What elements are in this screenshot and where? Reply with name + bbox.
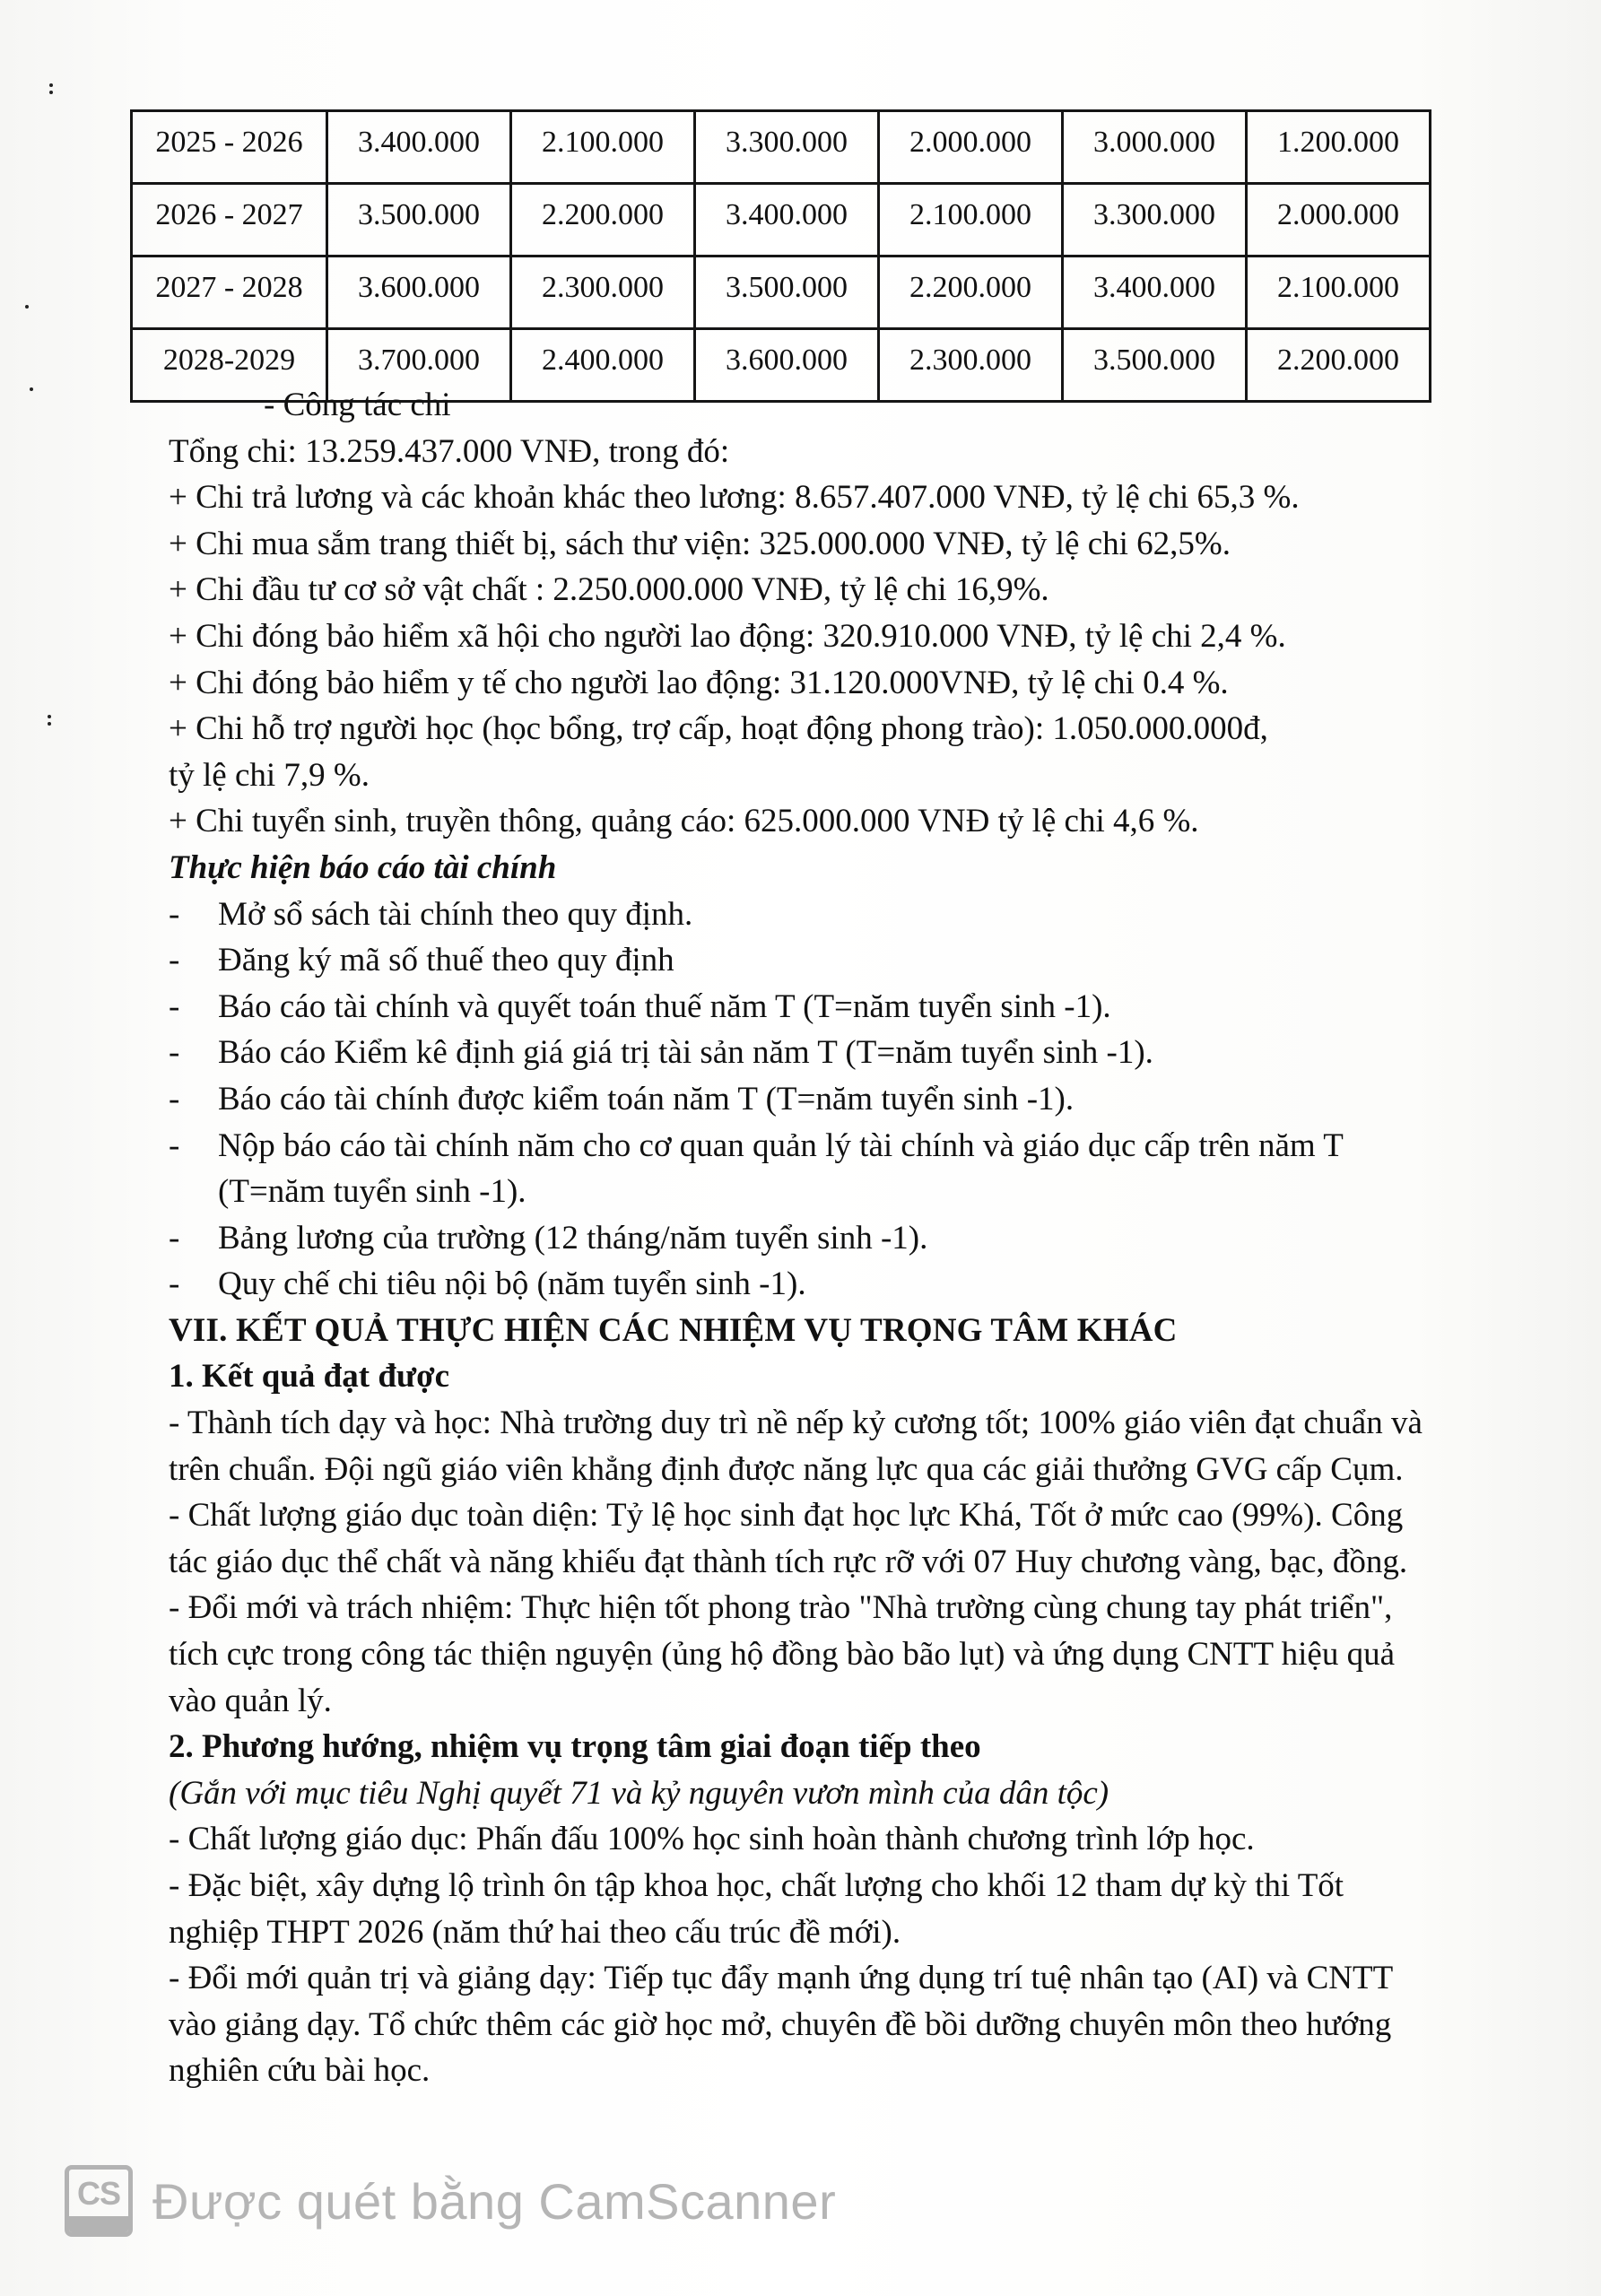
table-row	[132, 184, 1431, 257]
dash-marker: -	[169, 1034, 180, 1072]
spending-heading: - Công tác chi	[264, 387, 451, 423]
list-item-text: Nộp báo cáo tài chính năm cho cơ quan quản lý tài chính và giáo dục cấp trên năm T (T=năm tuyển sinh -1).	[218, 1126, 1344, 1211]
spending-item: + Chi đóng bảo hiểm xã hội cho người lao động: 320.910.000 VNĐ, tỷ lệ chi 2,4 %.	[169, 617, 1286, 655]
scan-speck	[49, 91, 53, 94]
tuition-fee-table	[130, 109, 1431, 403]
dash-marker: -	[169, 895, 180, 933]
section-title: VII. KẾT QUẢ THỰC HIỆN CÁC NHIỆM VỤ TRỌNG TÂM KHÁC	[169, 1311, 1178, 1349]
watermark-text: Được quét bằng CamScanner	[152, 2172, 837, 2230]
year-cell: 2028-2029	[132, 329, 327, 402]
fee-cell: 3.300.000	[1063, 184, 1247, 257]
year-cell: 2027 - 2028	[132, 257, 327, 329]
list-item-text: Đăng ký mã số thuế theo quy định	[218, 942, 674, 979]
fee-cell: 3.300.000	[695, 111, 879, 184]
list-item	[169, 1030, 1442, 1076]
fee-cell: 3.700.000	[327, 329, 511, 402]
paragraph: - Đổi mới và trách nhiệm: Thực hiện tốt phong trào "Nhà trường cùng chung tay phát triển", tích cực trong công tác thiện nguyện (ủng hộ đồng bào bão lụt) và ứng dụng CNTT hiệu quả vào quản lý.	[169, 1589, 1396, 1719]
scan-speck	[48, 722, 51, 726]
list-item-text: Báo cáo tài chính và quyết toán thuế năm T (T=năm tuyển sinh -1).	[218, 987, 1111, 1025]
list-item-text: Báo cáo Kiểm kê định giá giá trị tài sản năm T (T=năm tuyển sinh -1).	[218, 1034, 1153, 1072]
year-cell: 2026 - 2027	[132, 184, 327, 257]
fee-cell: 2.100.000	[1247, 257, 1431, 329]
list-item	[169, 984, 1442, 1031]
fee-cell: 2.000.000	[1247, 184, 1431, 257]
table-row	[132, 111, 1431, 184]
fee-cell: 3.400.000	[1063, 257, 1247, 329]
spending-item: + Chi trả lương và các khoản khác theo lương: 8.657.407.000 VNĐ, tỷ lệ chi 65,3 %.	[169, 479, 1300, 517]
paragraph: - Đặc biệt, xây dựng lộ trình ôn tập khoa học, chất lượng cho khối 12 tham dự kỳ thi Tốt nghiệp THPT 2026 (năm thứ hai theo cấu trúc đề mới).	[169, 1867, 1344, 1951]
spending-item: + Chi đóng bảo hiểm y tế cho người lao động: 31.120.000VNĐ, tỷ lệ chi 0.4 %.	[169, 664, 1229, 701]
spending-item-support: + Chi hỗ trợ người học (học bổng, trợ cấp, hoạt động phong trào): 1.050.000.000đ,	[169, 710, 1268, 748]
fee-cell: 3.600.000	[695, 329, 879, 402]
fee-cell: 2.200.000	[511, 184, 695, 257]
list-item-text: Quy chế chi tiêu nội bộ (năm tuyển sinh -1).	[218, 1265, 806, 1303]
dash-marker: -	[169, 1219, 180, 1257]
paragraph: - Thành tích dạy và học: Nhà trường duy trì nề nếp kỷ cương tốt; 100% giáo viên đạt chuẩn và trên chuẩn. Đội ngũ giáo viên khẳng định được năng lực qua các giải thưởng GVG cấp Cụm.	[169, 1405, 1423, 1488]
scan-speck	[30, 387, 33, 391]
list-item-text: Bảng lương của trường (12 tháng/năm tuyển sinh -1).	[218, 1219, 928, 1257]
camscanner-logo-text: CS	[76, 2175, 120, 2212]
spending-item: + Chi đầu tư cơ sở vật chất : 2.250.000.000 VNĐ, tỷ lệ chi 16,9%.	[169, 571, 1049, 609]
paragraph: - Chất lượng giáo dục: Phấn đấu 100% học sinh hoàn thành chương trình lớp học.	[169, 1821, 1255, 1858]
dash-marker: -	[169, 1080, 180, 1118]
list-item	[169, 1076, 1442, 1123]
fee-cell: 2.100.000	[511, 111, 695, 184]
spending-item-support-cont: tỷ lệ chi 7,9 %.	[169, 756, 370, 794]
financial-report-heading: Thực hiện báo cáo tài chính	[169, 848, 557, 886]
subsection-heading: 2. Phương hướng, nhiệm vụ trọng tâm giai đoạn tiếp theo	[169, 1728, 981, 1766]
spending-item-admission: + Chi tuyển sinh, truyền thông, quảng cáo: 625.000.000 VNĐ tỷ lệ chi 4,6 %.	[169, 803, 1199, 840]
fee-cell: 2.200.000	[1247, 329, 1431, 402]
scan-speck	[48, 715, 51, 718]
document-body	[169, 382, 1442, 2094]
list-item	[169, 891, 1442, 938]
fee-cell: 2.100.000	[879, 184, 1063, 257]
list-item-text: Báo cáo tài chính được kiểm toán năm T (T=năm tuyển sinh -1).	[218, 1080, 1075, 1118]
dash-marker: -	[169, 1265, 180, 1303]
fee-cell: 3.500.000	[695, 257, 879, 329]
fee-cell: 3.500.000	[1063, 329, 1247, 402]
table-row	[132, 257, 1431, 329]
list-item	[169, 1123, 1442, 1215]
fee-cell: 2.300.000	[511, 257, 695, 329]
fee-cell: 2.300.000	[879, 329, 1063, 402]
list-item-text: Mở sổ sách tài chính theo quy định.	[218, 895, 693, 933]
dash-marker: -	[169, 1126, 180, 1164]
camscanner-logo-icon	[65, 2165, 133, 2237]
scan-speck	[25, 305, 29, 309]
fee-cell: 3.000.000	[1063, 111, 1247, 184]
fee-cell: 3.400.000	[327, 111, 511, 184]
paragraph: - Chất lượng giáo dục toàn diện: Tỷ lệ học sinh đạt học lực Khá, Tốt ở mức cao (99%). Công tác giáo dục thể chất và năng khiếu đạt thành tích rực rỡ với 07 Huy chương vàng, bạc, đồng.	[169, 1497, 1408, 1580]
fee-cell: 2.000.000	[879, 111, 1063, 184]
dash-marker: -	[169, 987, 180, 1025]
spending-total: Tổng chi: 13.259.437.000 VNĐ, trong đó:	[169, 432, 730, 470]
year-cell: 2025 - 2026	[132, 111, 327, 184]
paragraph: - Đổi mới quản trị và giảng dạy: Tiếp tục đẩy mạnh ứng dụng trí tuệ nhân tạo (AI) và CNTT vào giảng dạy. Tổ chức thêm các giờ học mở, chuyên đề bồi dưỡng chuyên môn theo hướng nghiên cứu bài học.	[169, 1960, 1393, 2090]
fee-cell: 1.200.000	[1247, 111, 1431, 184]
list-item	[169, 1261, 1442, 1308]
fee-cell: 3.500.000	[327, 184, 511, 257]
subsection-subheading: (Gắn với mục tiêu Nghị quyết 71 và kỷ nguyên vươn mình của dân tộc)	[169, 1774, 1109, 1812]
dash-marker: -	[169, 942, 180, 979]
scan-speck	[49, 83, 53, 87]
list-item	[169, 937, 1442, 984]
spending-item: + Chi mua sắm trang thiết bị, sách thư viện: 325.000.000 VNĐ, tỷ lệ chi 62,5%.	[169, 525, 1231, 562]
subsection-heading: 1. Kết quả đạt được	[169, 1358, 450, 1396]
camscanner-logo-bar	[69, 2216, 128, 2232]
fee-cell: 2.200.000	[879, 257, 1063, 329]
fee-cell: 2.400.000	[511, 329, 695, 402]
fee-cell: 3.400.000	[695, 184, 879, 257]
fee-cell: 3.600.000	[327, 257, 511, 329]
list-item	[169, 1215, 1442, 1262]
camscanner-watermark	[65, 2165, 836, 2237]
